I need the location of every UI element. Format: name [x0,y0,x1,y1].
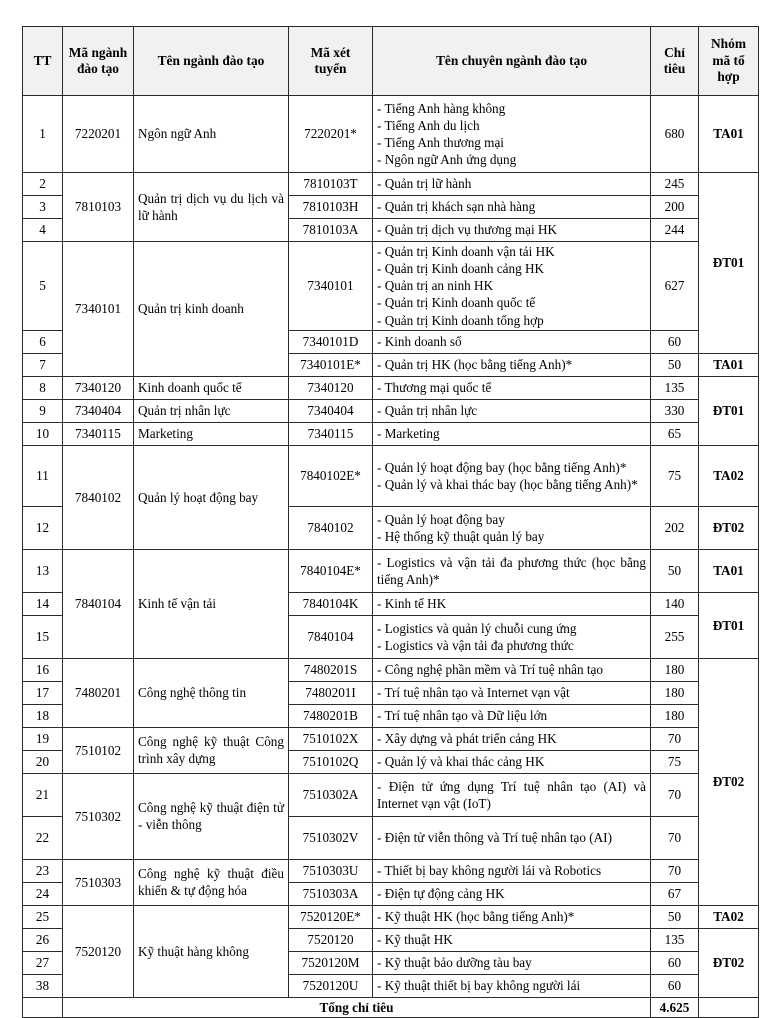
specialisation-line: - Điện tự động cảng HK [377,886,505,902]
cell-specialisations [373,592,651,615]
table-row [23,399,759,422]
cell-major-name: Công nghệ kỹ thuật điện tử - viễn thông [134,773,289,859]
cell-specialisations [373,928,651,951]
cell-quota: 245 [651,173,699,196]
table-footer [23,997,759,1017]
specialisation-line: - Trí tuệ nhân tạo và Internet vạn vật [377,685,570,701]
cell-quota: 67 [651,882,699,905]
cell-admission-code: 7340404 [289,399,373,422]
cell-admission-code: 7480201I [289,681,373,704]
cell-tt: 10 [23,422,63,445]
cell-major-name: Công nghệ kỹ thuật Công trình xây dựng [134,727,289,773]
specialisation-line: - Công nghệ phần mềm và Trí tuệ nhân tạo [377,662,603,678]
specialisation-line: - Kinh tế HK [377,596,447,612]
cell-major-code: 7220201 [63,96,134,173]
cell-subject-group: ĐT02 [699,928,759,997]
cell-tt: 17 [23,681,63,704]
total-label: Tổng chỉ tiêu [63,997,651,1017]
cell-major-name: Kỹ thuật hàng không [134,905,289,997]
cell-admission-code: 7480201B [289,704,373,727]
cell-major-code: 7520120 [63,905,134,997]
specialisation-line: - Quản trị lữ hành [377,176,472,192]
cell-subject-group: ĐT02 [699,658,759,905]
cell-tt: 15 [23,615,63,658]
table-body [23,96,759,998]
cell-quota: 70 [651,859,699,882]
specialisation-line: - Quản trị an ninh HK [377,278,494,294]
cell-tt: 14 [23,592,63,615]
cell-quota: 180 [651,704,699,727]
cell-major-name: Quản trị dịch vụ du lịch và lữ hành [134,173,289,242]
cell-quota: 135 [651,376,699,399]
cell-specialisations [373,96,651,173]
cell-admission-code: 7840104K [289,592,373,615]
cell-admission-code: 7480201S [289,658,373,681]
column-header-code: Mã ngành đào tạo [63,27,134,96]
cell-quota: 75 [651,445,699,506]
cell-admission-code: 7810103H [289,196,373,219]
cell-tt: 11 [23,445,63,506]
cell-tt: 21 [23,773,63,816]
specialisation-line: - Quản lý hoạt động bay (học bằng tiếng Anh)* [377,459,627,475]
cell-admission-code: 7340101D [289,330,373,353]
cell-admission-code: 7520120M [289,951,373,974]
cell-specialisations [373,951,651,974]
specialisation-line: - Quản lý và khai thác cảng HK [377,754,545,770]
cell-tt: 13 [23,549,63,592]
cell-admission-code: 7520120 [289,928,373,951]
cell-tt: 16 [23,658,63,681]
specialisation-line: - Quản trị Kinh doanh quốc tế [377,295,536,311]
total-row [23,997,759,1017]
cell-quota: 200 [651,196,699,219]
specialisation-line: - Thương mại quốc tế [377,380,492,396]
cell-specialisations [373,445,651,506]
cell-admission-code: 7510303A [289,882,373,905]
cell-admission-code: 7810103A [289,219,373,242]
cell-subject-group: TA02 [699,445,759,506]
cell-quota: 60 [651,974,699,997]
cell-quota: 65 [651,422,699,445]
specialisation-line: - Trí tuệ nhân tạo và Dữ liệu lớn [377,708,548,724]
table-row [23,376,759,399]
cell-admission-code: 7340101E* [289,353,373,376]
cell-specialisations [373,658,651,681]
specialisation-line: - Điện tử ứng dụng Trí tuệ nhân tạo (AI) và Internet vạn vật (IoT) [377,778,646,811]
cell-subject-group: ĐT02 [699,506,759,549]
cell-specialisations [373,506,651,549]
cell-specialisations [373,376,651,399]
column-header-tt: TT [23,27,63,96]
table-row [23,445,759,506]
cell-subject-group: TA01 [699,353,759,376]
specialisation-line: - Logistics và quản lý chuỗi cung ứng [377,620,577,636]
cell-specialisations [373,173,651,196]
cell-major-name: Kinh tế vận tải [134,549,289,658]
column-header-major: Tên ngành đào tạo [134,27,289,96]
specialisation-line: - Kỹ thuật bảo dưỡng tàu bay [377,955,532,971]
cell-tt: 23 [23,859,63,882]
cell-quota: 50 [651,353,699,376]
specialisation-line: - Kỹ thuật HK [377,932,453,948]
specialisation-line: - Kinh doanh số [377,334,462,350]
cell-tt: 27 [23,951,63,974]
cell-tt: 20 [23,750,63,773]
specialisation-line: - Logistics và vận tải đa phương thức (học bằng tiếng Anh)* [377,554,646,587]
cell-specialisations [373,905,651,928]
specialisation-line: - Quản lý và khai thác bay (học bằng tiếng Anh)* [377,476,638,492]
cell-specialisations [373,816,651,859]
cell-quota: 680 [651,96,699,173]
cell-specialisations [373,974,651,997]
cell-subject-group: ĐT01 [699,376,759,445]
cell-quota: 60 [651,951,699,974]
column-header-adm: Mã xét tuyển [289,27,373,96]
cell-quota: 180 [651,681,699,704]
specialisation-line: - Quản lý hoạt động bay [377,511,505,527]
cell-quota: 75 [651,750,699,773]
cell-specialisations [373,422,651,445]
cell-tt: 1 [23,96,63,173]
cell-subject-group: TA01 [699,96,759,173]
cell-admission-code: 7840102E* [289,445,373,506]
cell-tt: 25 [23,905,63,928]
cell-quota: 50 [651,549,699,592]
cell-tt: 5 [23,242,63,331]
cell-tt: 22 [23,816,63,859]
cell-specialisations [373,353,651,376]
cell-major-name: Marketing [134,422,289,445]
table-row [23,727,759,750]
cell-tt: 4 [23,219,63,242]
cell-tt: 38 [23,974,63,997]
cell-quota: 70 [651,727,699,750]
table-row [23,905,759,928]
cell-major-code: 7340404 [63,399,134,422]
cell-subject-group: ĐT01 [699,173,759,354]
cell-specialisations [373,399,651,422]
cell-major-code: 7480201 [63,658,134,727]
specialisation-line: - Kỹ thuật thiết bị bay không người lái [377,978,581,994]
cell-quota: 140 [651,592,699,615]
cell-tt: 12 [23,506,63,549]
specialisation-line: - Tiếng Anh du lịch [377,117,480,133]
specialisation-line: - Quản trị dịch vụ thương mại HK [377,222,558,238]
specialisation-line: - Quản trị HK (học bằng tiếng Anh)* [377,357,573,373]
table-row [23,658,759,681]
cell-admission-code: 7340101 [289,242,373,331]
cell-admission-code: 7340115 [289,422,373,445]
cell-quota: 70 [651,773,699,816]
cell-admission-code: 7840102 [289,506,373,549]
table-header [23,27,759,96]
cell-admission-code: 7510302V [289,816,373,859]
cell-tt: 24 [23,882,63,905]
cell-quota: 60 [651,330,699,353]
table-row [23,549,759,592]
cell-admission-code: 7520120E* [289,905,373,928]
cell-specialisations [373,727,651,750]
table-row [23,96,759,173]
specialisation-line: - Logistics và vận tải đa phương thức [377,637,574,653]
table-row [23,173,759,196]
cell-major-code: 7510302 [63,773,134,859]
cell-major-name: Công nghệ thông tin [134,658,289,727]
cell-major-name: Quản trị nhân lực [134,399,289,422]
cell-major-code: 7340101 [63,242,134,377]
cell-subject-group: ĐT01 [699,592,759,658]
cell-specialisations [373,773,651,816]
cell-quota: 70 [651,816,699,859]
cell-quota: 50 [651,905,699,928]
cell-admission-code: 7510102Q [289,750,373,773]
cell-admission-code: 7840104 [289,615,373,658]
cell-quota: 202 [651,506,699,549]
specialisation-line: - Ngôn ngữ Anh ứng dụng [377,152,517,168]
cell-specialisations [373,750,651,773]
specialisation-line: - Thiết bị bay không người lái và Robotics [377,863,602,879]
cell-quota: 255 [651,615,699,658]
table-row [23,859,759,882]
header-row [23,27,759,96]
specialisation-line: - Quản trị khách sạn nhà hàng [377,199,536,215]
cell-admission-code: 7220201* [289,96,373,173]
cell-admission-code: 7520120U [289,974,373,997]
cell-specialisations [373,882,651,905]
cell-major-name: Quản trị kinh doanh [134,242,289,377]
cell-specialisations [373,681,651,704]
cell-major-code: 7510303 [63,859,134,905]
total-value: 4.625 [651,997,699,1017]
specialisation-line: - Quản trị Kinh doanh tổng hợp [377,312,544,328]
cell-major-code: 7810103 [63,173,134,242]
cell-tt: 26 [23,928,63,951]
cell-admission-code: 7810103T [289,173,373,196]
specialisation-line: - Marketing [377,426,440,442]
column-header-quota: Chỉ tiêu [651,27,699,96]
cell-subject-group: TA01 [699,549,759,592]
cell-admission-code: 7510303U [289,859,373,882]
cell-major-code: 7510102 [63,727,134,773]
cell-admission-code: 7510102X [289,727,373,750]
specialisation-line: - Tiếng Anh thương mại [377,135,504,150]
cell-quota: 330 [651,399,699,422]
admission-quota-table [22,26,759,1018]
cell-major-name: Kinh doanh quốc tế [134,376,289,399]
specialisation-line: - Tiếng Anh hàng không [377,100,506,116]
cell-quota: 244 [651,219,699,242]
column-header-spec: Tên chuyên ngành đào tạo [373,27,651,96]
cell-major-name: Ngôn ngữ Anh [134,96,289,173]
cell-subject-group: TA02 [699,905,759,928]
specialisation-line: - Quản trị Kinh doanh cảng HK [377,261,545,277]
cell-specialisations [373,615,651,658]
cell-major-name: Quản lý hoạt động bay [134,445,289,549]
total-row-group-blank [699,997,759,1017]
cell-tt: 9 [23,399,63,422]
cell-specialisations [373,219,651,242]
cell-quota: 135 [651,928,699,951]
table-row [23,773,759,816]
cell-specialisations [373,549,651,592]
cell-tt: 19 [23,727,63,750]
specialisation-line: - Điện tử viễn thông và Trí tuệ nhân tạo (AI) [377,830,612,846]
cell-specialisations [373,242,651,331]
cell-major-code: 7340120 [63,376,134,399]
cell-quota: 627 [651,242,699,331]
specialisation-line: - Quản trị Kinh doanh vận tải HK [377,244,555,259]
table-row [23,422,759,445]
cell-tt: 2 [23,173,63,196]
cell-specialisations [373,704,651,727]
cell-specialisations [373,330,651,353]
cell-tt: 7 [23,353,63,376]
cell-specialisations [373,859,651,882]
cell-quota: 180 [651,658,699,681]
specialisation-line: - Hệ thống kỹ thuật quản lý bay [377,528,545,544]
cell-major-name: Công nghệ kỹ thuật điều khiển & tự động hóa [134,859,289,905]
table-row [23,242,759,331]
cell-major-code: 7840104 [63,549,134,658]
cell-tt: 6 [23,330,63,353]
cell-admission-code: 7840104E* [289,549,373,592]
specialisation-line: - Kỹ thuật HK (học bằng tiếng Anh)* [377,909,575,925]
specialisation-line: - Xây dựng và phát triển cảng HK [377,731,557,747]
total-row-tt-blank [23,997,63,1017]
specialisation-line: - Quản trị nhân lực [377,403,478,419]
cell-tt: 8 [23,376,63,399]
cell-admission-code: 7510302A [289,773,373,816]
cell-tt: 3 [23,196,63,219]
cell-major-code: 7840102 [63,445,134,549]
cell-tt: 18 [23,704,63,727]
column-header-group: Nhóm mã tổ hợp [699,27,759,96]
cell-major-code: 7340115 [63,422,134,445]
cell-specialisations [373,196,651,219]
cell-admission-code: 7340120 [289,376,373,399]
